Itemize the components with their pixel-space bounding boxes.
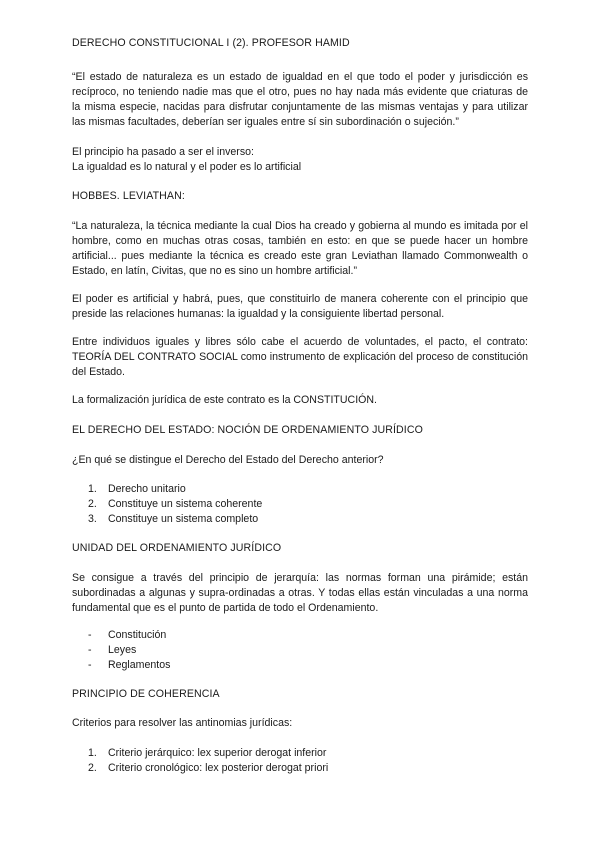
list-item [88,658,170,673]
list-item [88,512,258,527]
section-heading-unidad: UNIDAD DEL ORDENAMIENTO JURÍDICO [72,542,282,554]
list-marker: - [88,659,92,671]
power-paragraph: El poder es artificial y habrá, pues, que constituirlo de manera coherente con el principio que preside las relaciones humanas: la igualdad y la consiguiente libertad personal. [72,293,528,320]
list-item [88,497,262,512]
hobbes-heading: HOBBES. LEVIATHAN: [72,190,185,202]
list-item-text: Constituye un sistema coherente [108,498,263,510]
list-item-text: Criterio cronológico: lex posterior derogat priori [108,762,329,774]
list-marker: 1. [88,483,97,495]
list-item-text: Constituye un sistema completo [108,513,259,525]
list-item-text: Leyes [108,644,137,656]
unidad-paragraph: Se consigue a través del principio de jerarquía: las normas forman una pirámide; están subordinadas a algunas y supra-ordinadas a otras. Y todas ellas están vinculadas a una norma fundamental que es el punto de partida de todo el Ordenamiento. [72,572,528,614]
list-item [88,746,326,761]
list-item-text: Constitución [108,629,167,641]
list-item-text: Criterio jerárquico: lex superior derogat inferior [108,747,327,759]
list-item [88,628,166,643]
criteria-intro: Criterios para resolver las antinomias jurídicas: [72,717,293,729]
list-item [88,643,136,658]
list-item [88,482,186,497]
list-marker: - [88,644,92,656]
list-item [88,761,328,776]
section-heading-ordenamiento: EL DERECHO DEL ESTADO: NOCIÓN DE ORDENAMIENTO JURÍDICO [72,424,423,436]
document-title: DERECHO CONSTITUCIONAL I (2). PROFESOR HAMID [72,37,350,49]
principle-line-1: El principio ha pasado a ser el inverso: [72,146,254,158]
contract-paragraph: Entre individuos iguales y libres sólo cabe el acuerdo de voluntades, el pacto, el contrato: TEORÍA DEL CONTRATO SOCIAL como instrumento de explicación del proceso de constitución del Estado. [72,336,528,378]
principle-line-2: La igualdad es lo natural y el poder es lo artificial [72,161,302,173]
list-marker: 3. [88,513,97,525]
list-marker: 2. [88,498,97,510]
list-marker: 1. [88,747,97,759]
quote-hobbes: “La naturaleza, la técnica mediante la cual Dios ha creado y gobierna al mundo es imitada por el hombre, como en muchas otras cosas, también en esto: en que se puede hacer un hombre artificial... pues mediante la técnica es creado este gran Leviathan llamado Commonwealth o Estado, en latín, Civitas, que no es sino un hombre artificial.” [72,220,528,277]
quote-rousseau: “El estado de naturaleza es un estado de igualdad en el que todo el poder y jurisdicción es recíproco, no teniendo nadie mas que el otro, pues no hay nada más evidente que criaturas de la misma especie, nacidas para disfrutar conjuntamente de las mismas ventajas y para utilizar las mismas facultades, deberían ser iguales entre sí sin subordinación o sujeción.” [72,71,528,128]
list-marker: 2. [88,762,97,774]
section-heading-coherencia: PRINCIPIO DE COHERENCIA [72,688,220,700]
list-item-text: Derecho unitario [108,483,186,495]
question-text: ¿En qué se distingue el Derecho del Estado del Derecho anterior? [72,454,384,466]
list-item-text: Reglamentos [108,659,171,671]
list-marker: - [88,629,92,641]
formalization-sentence: La formalización jurídica de este contrato es la CONSTITUCIÓN. [72,394,377,406]
